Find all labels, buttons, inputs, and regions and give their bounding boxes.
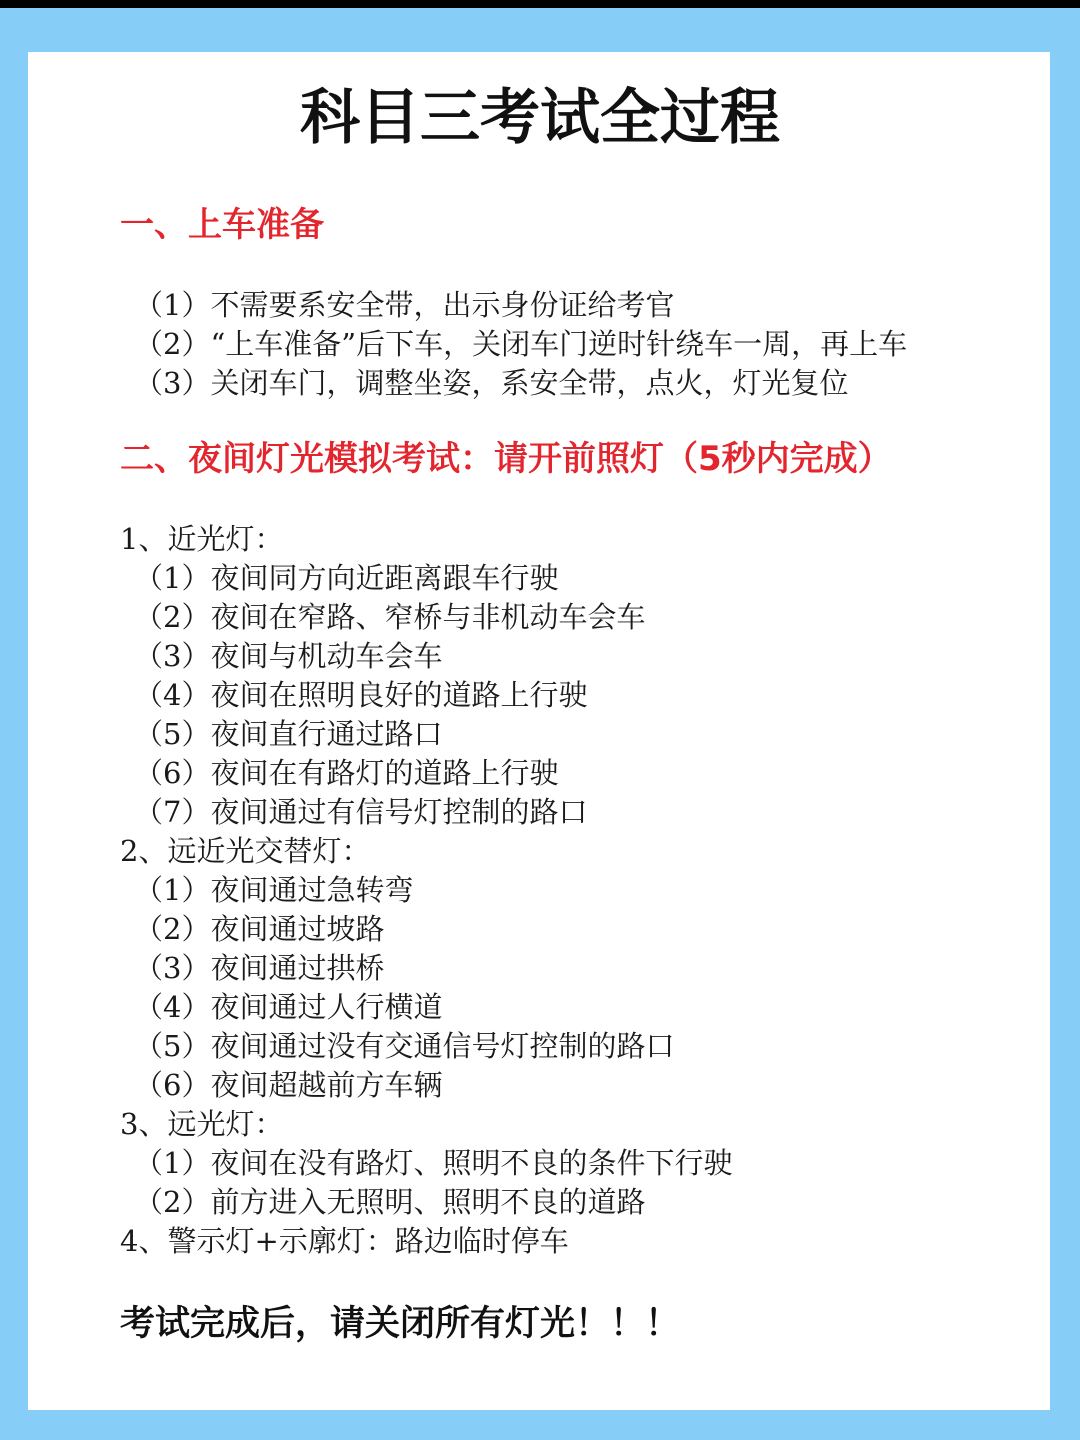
list-group-heading: 4、警示灯+示廓灯：路边临时停车 [120,1224,569,1258]
list-item: （5）夜间通过没有交通信号灯控制的路口 [134,1029,675,1063]
list-group-heading: 2、远近光交替灯： [120,834,371,868]
list-item: （4）夜间通过人行横道 [134,990,443,1024]
list-item: （2）夜间通过坡路 [134,912,385,946]
list-item: （2）前方进入无照明、照明不良的道路 [134,1185,646,1219]
list-item: （4）夜间在照明良好的道路上行驶 [134,678,588,712]
list-item: （3）夜间通过拱桥 [134,951,385,985]
section-list-boarding-prep [120,286,907,403]
page-title: 科目三考试全过程 [300,83,780,153]
list-item: （3）关闭车门，调整坐姿，系安全带，点火，灯光复位 [134,366,849,400]
section-heading-boarding-prep: 一、上车准备 [120,205,324,245]
list-item: （3）夜间与机动车会车 [134,639,443,673]
list-item: （1）不需要系安全带，出示身份证给考官 [134,288,675,322]
list-item: （1）夜间通过急转弯 [134,873,414,907]
list-item: （2）夜间在窄路、窄桥与非机动车会车 [134,600,646,634]
list-item: （2）“上车准备”后下车，关闭车门逆时针绕车一周，再上车 [134,327,908,361]
closing-reminder: 考试完成后，请关闭所有灯光！！！ [120,1304,681,1344]
list-item: （6）夜间在有路灯的道路上行驶 [134,756,559,790]
list-item: （1）夜间在没有路灯、照明不良的条件下行驶 [134,1146,733,1180]
list-item: （6）夜间超越前方车辆 [134,1068,443,1102]
list-item: （5）夜间直行通过路口 [134,717,443,751]
section-heading-night-lights: 二、夜间灯光模拟考试：请开前照灯（5秒内完成） [120,439,892,479]
section-list-night-lights [120,520,732,1261]
list-group-heading: 3、远光灯： [120,1107,284,1141]
list-item: （7）夜间通过有信号灯控制的路口 [134,795,588,829]
list-item: （1）夜间同方向近距离跟车行驶 [134,561,559,595]
list-group-heading: 1、近光灯： [120,522,284,556]
